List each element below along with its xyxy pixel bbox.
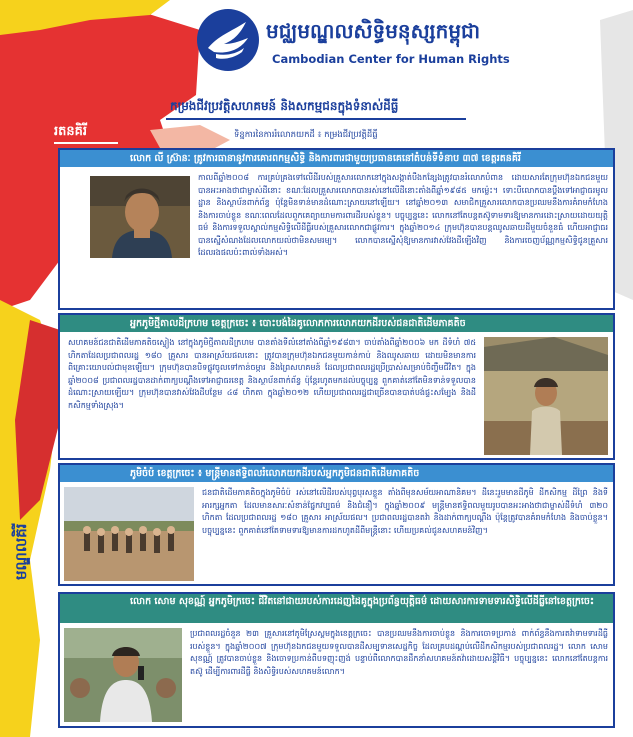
meta-line: ទិន្នការនៃការរំលោភយកដី ៖ កម្រងជីវប្រវត្តិដីធ្លី xyxy=(234,130,378,140)
province-label-ratanakiri: រតនគិរី xyxy=(54,124,88,139)
group-field-photo xyxy=(64,487,194,581)
article-card-1 xyxy=(58,148,615,310)
article-body: កាលពីឆ្នាំ២០០៨ ការគ្រប់គ្រងទៅលើដីរបស់គ្រួសារលោកនៅក្នុងសង្កាត់បឹងកន្សែងត្រូវបានរំលោភបំពាន ដោយសារតែក្រុមហ៊ុនឯកជនមួយបានអះអាងថាជាម្ចាស់ដីនោះ ខណៈដែលគ្រួសារលោកបានរស់នៅលើដីនោះតាំងពីឆ្នាំ១៩៨៥ មកម៉្លេះ។ ទោះបីលោកបានប្តឹងទៅអាជ្ញាធរមូលដ្ឋាន និងស្ថាប័នពាក់ព័ន្ធ ប៉ុន្តែមិនទាន់មានដំណោះស្រាយនៅឡើយ។ នៅឆ្នាំ២០១៣ សមាជិកគ្រួសារលោកបានប្រឈមនឹងការគំរាមកំហែង និងការចាប់ខ្លួន ខណៈពេលដែលពួកគេព្យាយាមការពារដីរបស់ខ្លួន។ បច្ចុប្បន្ននេះ លោកនៅតែបន្តតស៊ូទាមទារឱ្យមានការដោះស្រាយដោយយុត្តិធម៌ និងការទទួលស្គាល់កម្មសិទ្ធិលើដីធ្លីរបស់គ្រួសារលោកជាផ្លូវការ។ ក្នុងឆ្នាំ២០១៤ ក្រុមហ៊ុនបានបន្តឈូសឆាយដីមួយចំនួនធំ ហើយអាជ្ញាធរបានស្នើសំណងដែលលោកយល់ថាមិនសមរម្យ។ លោកបានស្នើសុំឱ្យមានការវាស់វែងដីឡើងវិញ និងការចេញប័ណ្ណកម្មសិទ្ធិជូនគ្រួសារដែលរងផលប៉ះពាល់ទាំងអស់។ xyxy=(198,173,608,257)
portrait-photo xyxy=(90,176,190,258)
page-subtitle: កម្រងជីវប្រវត្តិសហគមន៍ និងសកម្មជនក្នុងទំនាស់ដីធ្លី xyxy=(170,99,399,113)
province-rule xyxy=(54,142,118,144)
article-card-3 xyxy=(58,463,615,586)
article-body: សហគមន៍ជនជាតិដើមភាគតិចស្ទៀង នៅក្នុងភូមិថ្មីតាលដីក្រហម បានតាំងទីលំនៅតាំងពីឆ្នាំ១៩៨៣។ ចាប់តាំងពីឆ្នាំ២០០៦ មក ដីទំហំ ៧៥ ហិកតាដែលប្រជាពលរដ្ឋ ១៨០ គ្រួសារ បានអាស្រ័យផលនោះ ត្រូវបានក្រុមហ៊ុនឯកជនមួយកាន់កាប់ និងឈូសឆាយ ដោយមិនមានការពិគ្រោះយោបល់ជាមុនឡើយ។ ក្រុមហ៊ុនបានបិទផ្លូវចូលទៅកាន់ចម្ការ និងព្រៃសហគមន៍ ដែលប្រជាពលរដ្ឋប្រើប្រាស់សម្រាប់ចិញ្ចឹមជីវិត។ ក្នុងឆ្នាំ២០០៨ ប្រជាពលរដ្ឋបានដាក់ពាក្យបណ្តឹងទៅអាជ្ញាធរខេត្ត និងស្ថាប័នពាក់ព័ន្ធ ប៉ុន្តែរហូតមកដល់បច្ចុប្បន្ន ពួកគាត់នៅតែមិនទាន់ទទួលបានដំណោះស្រាយឡើយ។ ក្រុមហ៊ុនបានវាស់វែងដីបន្ថែម ៤៨ ហិកតា ក្នុងឆ្នាំ២០១២ ហើយប្រជាពលរដ្ឋជាច្រើនបានបាត់បង់ផ្ទះសម្បែង និងដីកសិកម្មទាំងស្រុង។ xyxy=(68,338,476,410)
article-headline: អ្នកភូមិថ្មីតាលដីក្រហម ខេត្តក្រចេះ ៖ បោះបង់ដៃគូលោភការលោភយកដីរបស់ជនជាតិដើមភាគតិច xyxy=(60,315,613,332)
village-girl-photo xyxy=(484,337,608,455)
subtitle-rule xyxy=(166,118,466,120)
article-headline: លោក លី ស្រ៊ានៈ ត្រូវការធានានូវការគោរពកម្មសិទ្ធិ និងការពារជាមួយប្រធានគេនៅតំបន់ទីទំនាប ៣៧ ខេត្តរតនគិរី xyxy=(60,150,613,167)
article-headline: លោក សោម សុខណ្ណ៍ អ្នកភូមិក្រចេះ ជីវិតនៅជាយរបស់ការដេញដៃគូក្នុងប្រព័ន្ធយុត្តិធម៌ ដោយសារការទាមទារសិទ្ធិលើដីធ្លីនៅខេត្តក្រចេះ xyxy=(60,594,613,623)
cchr-logo-icon xyxy=(196,8,260,72)
org-name-khmer: មជ្ឈមណ្ឌលសិទ្ធិមនុស្សកម្ពុជា xyxy=(266,19,481,43)
province-label-mondulkiri: មណ្ឌលគិរី xyxy=(12,523,30,580)
org-name-english: Cambodian Center for Human Rights xyxy=(272,52,510,66)
article-card-4 xyxy=(58,592,615,728)
article-body: ប្រជាពលរដ្ឋចំនួន ២៣ គ្រួសារនៅភូមិស្រែស្គមក្នុងខេត្តក្រចេះ បានប្រឈមនឹងការចាប់ខ្លួន និងការចោទប្រកាន់ ពាក់ព័ន្ធនឹងការតវ៉ាទាមទារដីធ្លីរបស់ខ្លួន។ ក្នុងឆ្នាំ២០០៧ ក្រុមហ៊ុនឯកជនមួយទទួលបានដីសម្បទានសេដ្ឋកិច្ច ដែលគ្របដណ្តប់លើដីកសិកម្មរបស់ប្រជាពលរដ្ឋ។ លោក សោម សុខណ្ណ៍ ត្រូវបានចាប់ខ្លួន និងចោទប្រកាន់ពីបទញុះញង់ បន្ទាប់ពីលោកបានដឹកនាំសហគមន៍តវ៉ាដោយសន្តិវិធី។ បច្ចុប្បន្ននេះ លោកនៅតែបន្តការតស៊ូ ដើម្បីការពារដីធ្លី និងសិទ្ធិរបស់សហគមន៍លោក។ xyxy=(190,629,608,676)
speaker-photo xyxy=(64,628,182,722)
article-headline: ភូមិចំប៉ ខេត្តក្រចេះ ៖ មន្ត្រីមានឥទ្ធិពលរំលោភយកដីរបស់អ្នកភូមិជនជាតិដើមភាគតិច xyxy=(60,465,613,482)
article-card-2 xyxy=(58,313,615,460)
article-body: ជនជាតិដើមភាគតិចក្នុងភូមិចំប៉ រស់នៅលើដីរបស់បុព្វបុរសខ្លួន តាំងពីមុនសម័យអាណានិគម។ ដីនេះរួមមានដីភូមិ ដីកសិកម្ម ដីព្រៃ និងទីអារក្សអ្នកតា ដែលមានសារៈសំខាន់ផ្នែកវប្បធម៌ និងជំនឿ។ ក្នុងឆ្នាំ២០០៩ មន្ត្រីមានឥទ្ធិពលមួយរូបបានអះអាងថាជាម្ចាស់ដីទំហំ ៣២០ ហិកតា ដែលប្រជាពលរដ្ឋ ១៨០ គ្រួសារ អាស្រ័យផល។ ប្រជាពលរដ្ឋបានតវ៉ា និងដាក់ពាក្យបណ្តឹង ប៉ុន្តែត្រូវបានគំរាមកំហែង និងចាប់ខ្លួន។ បច្ចុប្បន្ននេះ ពួកគាត់នៅតែទាមទារឱ្យមានការដកហូតដីពីមន្ត្រីនោះ ហើយប្រគល់ជូនសហគមន៍វិញ។ xyxy=(202,488,608,535)
